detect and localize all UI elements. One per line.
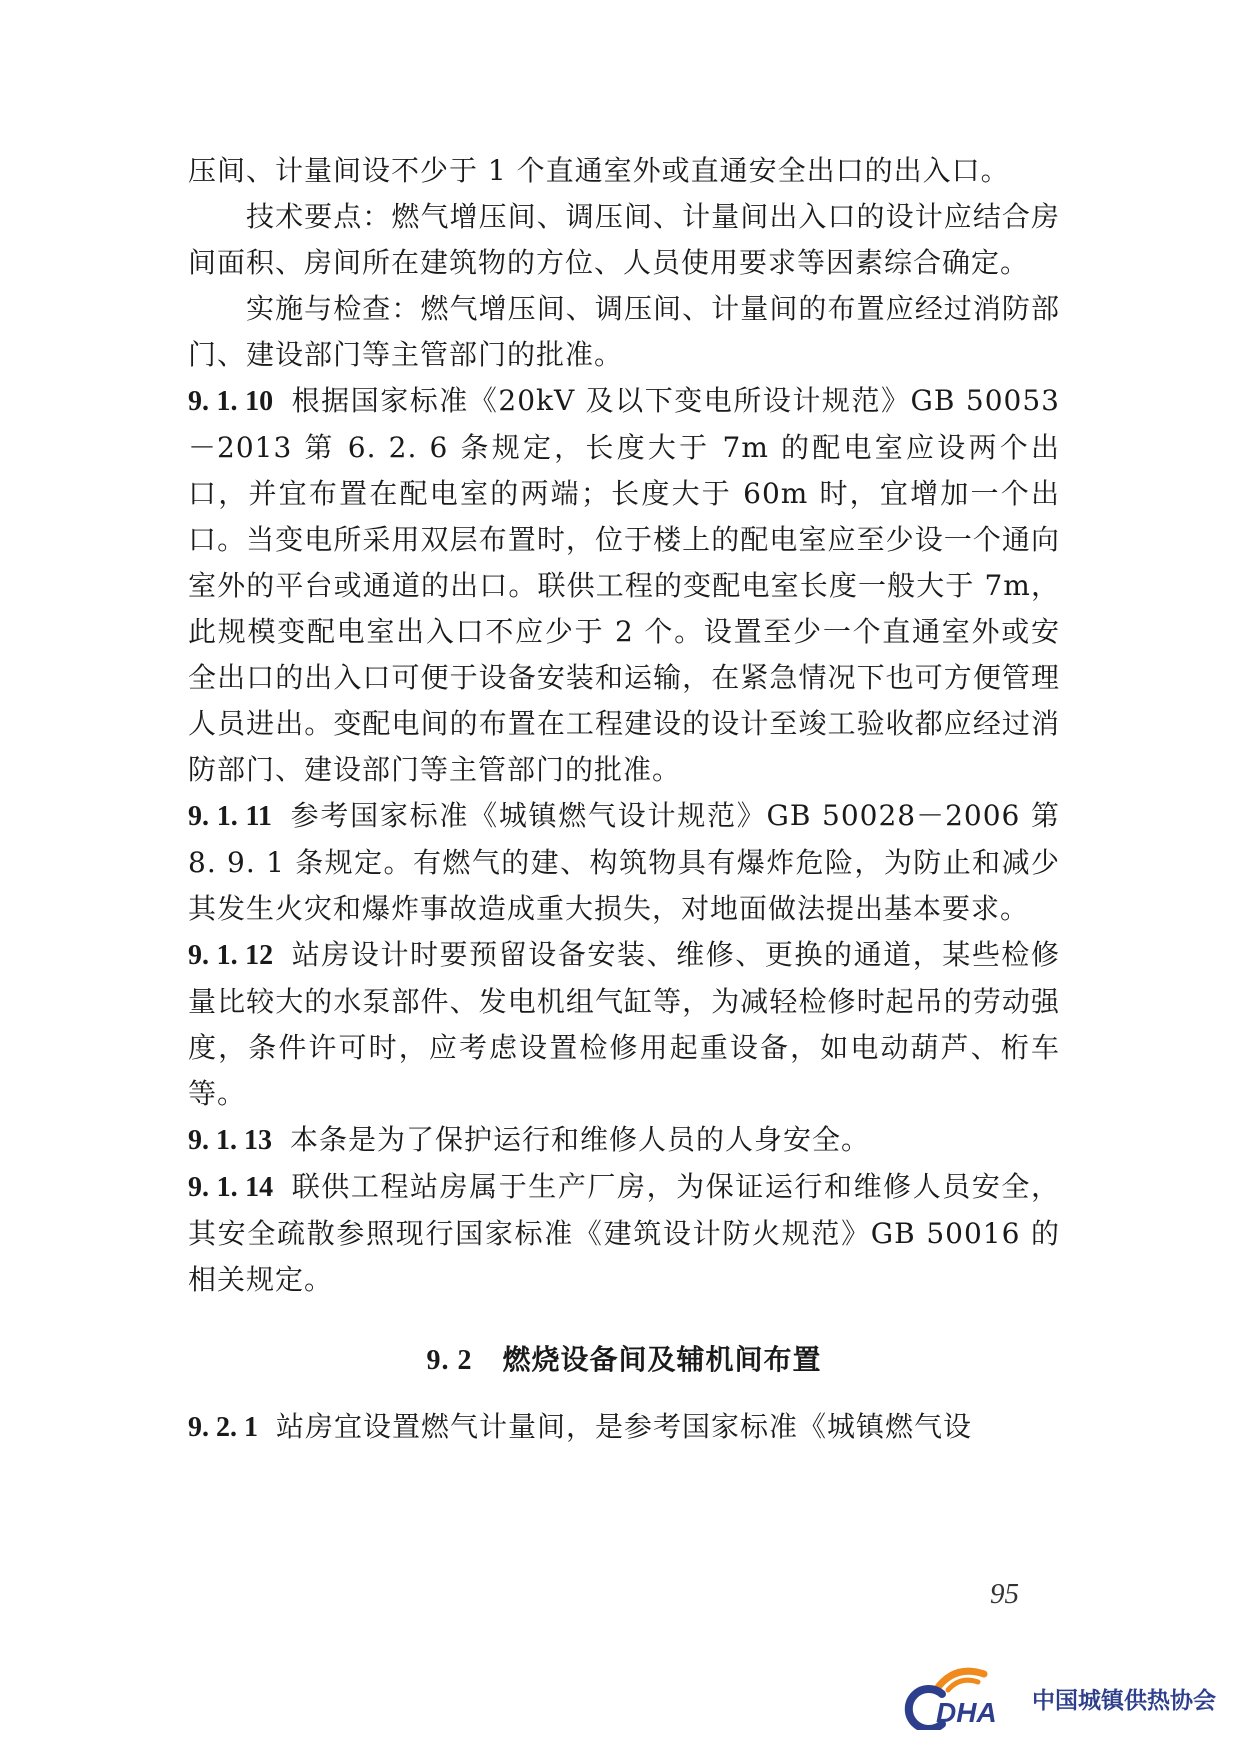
clause-text: 联供工程站房属于生产厂房，为保证运行和维修人员安全，其安全疏散参照现行国家标准《建筑设计防火规范》GB 50016 的相关规定。 — [188, 1170, 1061, 1296]
clause-text: 站房设计时要预留设备安装、维修、更换的通道，某些检修量比较大的水泵部件、发电机组气缸等，为减轻检修时起吊的劳动强度，条件许可时，应考虑设置检修用起重设备，如电动葫芦、桁车等。 — [188, 938, 1061, 1110]
clause-number: 9. 1. 10 — [188, 386, 274, 417]
publisher-logo — [896, 1660, 1226, 1730]
clause-9-1-12 — [188, 932, 1060, 1117]
section-number: 9. 2 — [426, 1345, 473, 1376]
clause-text: 本条是为了保护运行和维修人员的人身安全。 — [290, 1123, 871, 1156]
clause-text: 站房宜设置燃气计量间，是参考国家标准《城镇燃气设 — [276, 1410, 973, 1443]
paragraph-text: 技术要点：燃气增压间、调压间、计量间出入口的设计应结合房间面积、房间所在建筑物的方位、人员使用要求等因素综合确定。 — [188, 200, 1060, 279]
section-heading — [188, 1337, 1060, 1384]
clause-text: 根据国家标准《20kV 及以下变电所设计规范》GB 50053－2013 第 6. 2. 6 条规定，长度大于 7m 的配电室应设两个出口，并宜布置在配电室的两端；长度大于 60m 时，宜增加一个出口。当变电所采用双层布置时，位于楼上的配电室应至少设一个通向室外的平台或通道的出口。联供工程的变配电室长度一般大于 7m，此规模变配电室出入口不应少于 2 个。设置至少一个直通室外或安全出口的出入口可便于设备安装和运输，在紧急情况下也可方便管理人员进出。变配电间的布置在工程建设的设计至竣工验收都应经过消防部门、建设部门等主管部门的批准。 — [188, 384, 1060, 786]
paragraph-technical-points — [188, 194, 1060, 286]
clause-text: 参考国家标准《城镇燃气设计规范》GB 50028－2006 第 8. 9. 1 条规定。有燃气的建、构筑物具有爆炸危险，为防止和减少其发生火灾和爆炸事故造成重大损失，对地面做法提出基本要求。 — [188, 799, 1060, 925]
paragraph-text: 实施与检查：燃气增压间、调压间、计量间的布置应经过消防部门、建设部门等主管部门的批准。 — [188, 292, 1060, 371]
clause-number: 9. 2. 1 — [188, 1412, 258, 1443]
svg-text:DHA: DHA — [936, 1697, 997, 1728]
paragraph-implementation-check — [188, 286, 1060, 378]
clause-9-2-1 — [188, 1404, 1060, 1451]
clause-9-1-11 — [188, 793, 1060, 932]
clause-9-1-13 — [188, 1117, 1060, 1164]
page-number: 95 — [990, 1578, 1019, 1610]
body-text — [188, 148, 1060, 1451]
paragraph-text: 压间、计量间设不少于 1 个直通室外或直通安全出口的出入口。 — [188, 154, 1010, 187]
section-title: 燃烧设备间及辅机间布置 — [502, 1343, 822, 1376]
clause-9-1-10 — [188, 378, 1060, 793]
organization-name: 中国城镇供热协会 — [1032, 1688, 1216, 1714]
paragraph-continuation — [188, 148, 1060, 194]
dha-logo-icon — [896, 1660, 1026, 1730]
clause-number: 9. 1. 14 — [188, 1172, 274, 1203]
clause-9-1-14 — [188, 1164, 1060, 1303]
clause-number: 9. 1. 13 — [188, 1125, 272, 1156]
clause-number: 9. 1. 11 — [188, 801, 272, 832]
clause-number: 9. 1. 12 — [188, 940, 274, 971]
